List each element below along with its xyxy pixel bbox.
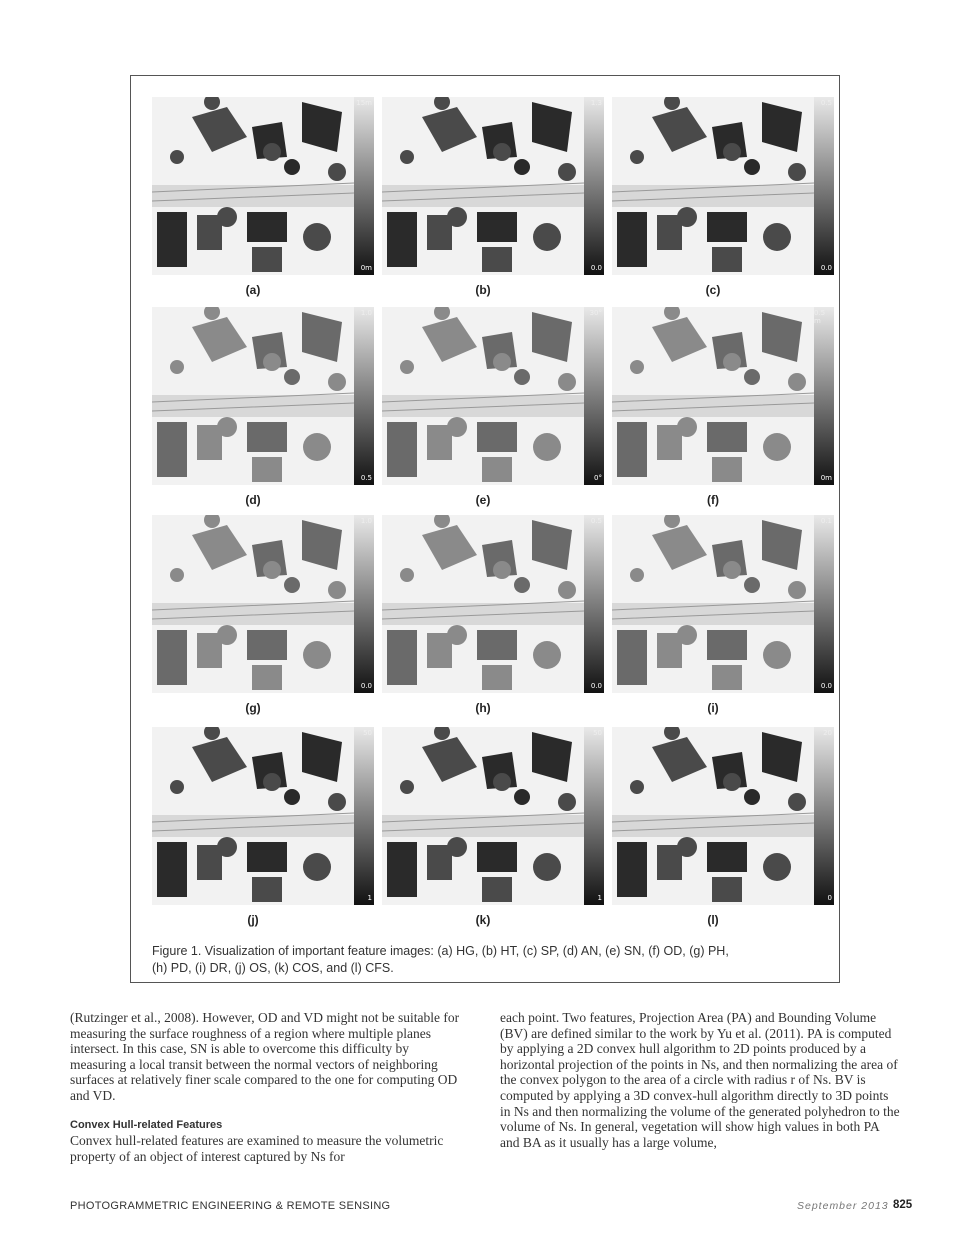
colorbar — [354, 727, 374, 905]
feature-image-panel — [612, 515, 834, 693]
feature-image-panel — [382, 97, 604, 275]
panel-label: (d) — [245, 493, 261, 507]
feature-image — [612, 727, 814, 905]
panel-label: (l) — [707, 913, 719, 927]
feature-image-panel — [152, 727, 374, 905]
panel-label: (c) — [705, 283, 721, 297]
colorbar — [814, 97, 834, 275]
colorbar-min-label: 0m — [820, 474, 832, 482]
colorbar — [814, 727, 834, 905]
panel-label: (a) — [245, 283, 261, 297]
feature-image-panel — [152, 515, 374, 693]
panel-label: (i) — [707, 701, 719, 715]
panel-label: (h) — [475, 701, 491, 715]
feature-image — [152, 727, 354, 905]
panel-label: (f) — [707, 493, 719, 507]
panel-label: (k) — [475, 913, 491, 927]
issue-date: September 2013 — [797, 1200, 889, 1212]
colorbar-min-label: 0 — [827, 894, 832, 902]
colorbar — [814, 307, 834, 485]
feature-image — [152, 97, 354, 275]
feature-image-panel — [612, 97, 834, 275]
panel-label: (b) — [475, 283, 491, 297]
left-paragraph-1: (Rutzinger et al., 2008). However, OD and VD might not be suitable for measuring the surface roughness of a region where multiple planes intersect. In this case, SN is able to overcome this difficulty by measuring a local transit between the normal vectors of neighboring surfaces at relatively finer scale compared to the one for computing OD and VD. — [70, 1010, 460, 1103]
feature-image — [612, 515, 814, 693]
feature-image — [382, 97, 584, 275]
colorbar-min-label: 0.0 — [590, 682, 602, 690]
colorbar-max-label: 15m — [356, 99, 372, 107]
left-paragraph-2: Convex hull-related features are examined to measure the volumetric property of an object of interest captured by Ns for — [70, 1133, 444, 1164]
colorbar — [584, 307, 604, 485]
colorbar-min-label: 0° — [594, 474, 602, 482]
feature-image-panel — [152, 97, 374, 275]
colorbar-max-label: 1.0 — [360, 517, 372, 525]
colorbar — [354, 97, 374, 275]
panel-label: (e) — [475, 493, 491, 507]
colorbar-min-label: 0m — [360, 264, 372, 272]
colorbar-min-label: 1 — [367, 894, 372, 902]
caption-line-1: Figure 1. Visualization of important feature images: (a) HG, (b) HT, (c) SP, (d) AN, (e) SN, (f) OD, (g) PH, — [152, 944, 729, 958]
feature-image-panel — [612, 307, 834, 485]
right-column — [500, 1010, 900, 1150]
figure-caption — [152, 943, 822, 977]
colorbar-max-label: 30° — [589, 309, 602, 317]
colorbar-max-label: 20 — [823, 729, 832, 737]
colorbar-max-label: 0.1 — [820, 517, 832, 525]
colorbar-min-label: 0.0 — [820, 264, 832, 272]
feature-image — [152, 307, 354, 485]
colorbar-max-label: 1.3 — [590, 99, 602, 107]
feature-image-panel — [382, 307, 604, 485]
right-paragraph-1: each point. Two features, Projection Area (PA) and Bounding Volume (BV) are defined similar to the work by Yu et al. (2011). PA is computed by applying a 2D convex hull algorithm to 2D points produced by a horizontal projection of the points in Ns, and then normalizing the area of the convex polygon to the area of a circle with radius r of Ns. BV is computed by applying a 3D convex-hull algorithm directly to 3D points in Ns and then normalizing the volume of the generated polyhedron to the volume of Ns. In general, vegetation will show high values in both PA and BA as it usually has a large volume, — [500, 1010, 900, 1150]
colorbar — [584, 515, 604, 693]
colorbar-max-label: 0.5 m — [814, 309, 826, 325]
section-subheading: Convex Hull-related Features — [70, 1118, 223, 1131]
journal-name: PHOTOGRAMMETRIC ENGINEERING & REMOTE SENSING — [70, 1200, 391, 1212]
colorbar-max-label: 0.5 — [820, 99, 832, 107]
colorbar-max-label: 50 — [593, 729, 602, 737]
colorbar-max-label: 50 — [363, 729, 372, 737]
feature-image — [612, 307, 814, 485]
panel-label: (j) — [247, 913, 259, 927]
colorbar-min-label: 0.0 — [590, 264, 602, 272]
colorbar-max-label: 1.0 — [360, 309, 372, 317]
colorbar-min-label: 1 — [597, 894, 602, 902]
colorbar — [584, 727, 604, 905]
left-column — [70, 1010, 462, 1164]
feature-image-panel — [612, 727, 834, 905]
colorbar-min-label: 0.5 — [360, 474, 372, 482]
colorbar — [584, 97, 604, 275]
feature-image — [382, 727, 584, 905]
feature-image — [152, 515, 354, 693]
feature-image-panel — [382, 515, 604, 693]
feature-image-panel — [152, 307, 374, 485]
feature-image — [612, 97, 814, 275]
colorbar — [354, 515, 374, 693]
feature-image — [382, 515, 584, 693]
colorbar-min-label: 0.0 — [820, 682, 832, 690]
feature-image-panel — [382, 727, 604, 905]
colorbar — [814, 515, 834, 693]
colorbar — [354, 307, 374, 485]
panel-label: (g) — [245, 701, 261, 715]
caption-line-2: (h) PD, (i) DR, (j) OS, (k) COS, and (l) CFS. — [152, 961, 394, 975]
feature-image — [382, 307, 584, 485]
colorbar-max-label: 0.5 — [590, 517, 602, 525]
colorbar-min-label: 0.0 — [360, 682, 372, 690]
page-number: 825 — [893, 1199, 913, 1211]
